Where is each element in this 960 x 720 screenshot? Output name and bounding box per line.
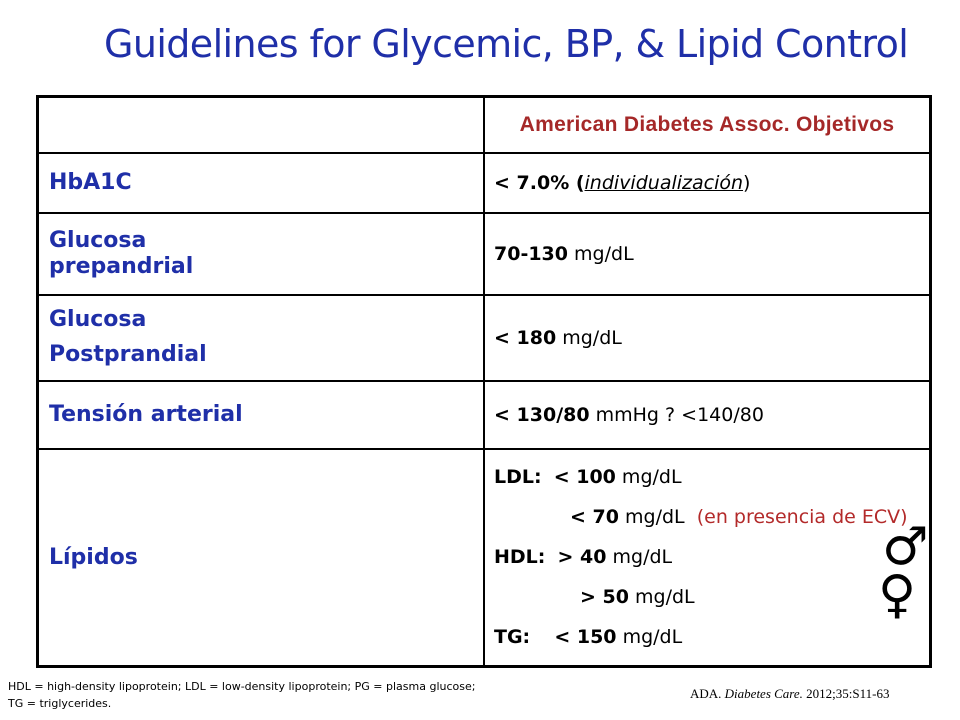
value-bold: < 180	[494, 326, 557, 349]
footnote: HDL = high-density lipoprotein; LDL = low-density lipoprotein; PG = plasma glucose; TG = triglycerides.	[8, 680, 476, 710]
value-rest: mmHg ? <140/80	[589, 403, 764, 426]
hdl-unit-2: mg/dL	[628, 586, 695, 609]
value-unit: mg/dL	[556, 326, 622, 349]
label-line: Glucosa	[49, 228, 147, 254]
value-unit: mg/dL	[568, 242, 634, 265]
table-row	[38, 295, 931, 381]
tg-label: TG:	[494, 626, 531, 649]
label-line: prepandrial	[49, 253, 194, 279]
table-row	[38, 381, 931, 449]
row-value-tension-arterial	[484, 381, 931, 449]
hba1c-note: individualización	[584, 171, 744, 194]
row-value-glucosa-prepandrial	[484, 213, 931, 295]
ldl-unit-1: mg/dL	[615, 466, 682, 489]
table-header: American Diabetes Assoc. Objetivos	[484, 97, 931, 153]
ldl-target-2: < 70	[570, 506, 619, 529]
row-label-lipidos: Lípidos	[38, 449, 485, 667]
tg-unit: mg/dL	[616, 626, 683, 649]
label-line: Glucosa	[49, 307, 147, 333]
row-label-glucosa-prepandrial	[38, 213, 485, 295]
row-label-tension-arterial: Tensión arterial	[38, 381, 485, 449]
hdl-target-1: > 40	[557, 546, 607, 569]
lipid-line-hdl-female	[494, 577, 929, 617]
row-label-glucosa-postprandial	[38, 295, 485, 381]
value-bold: < 130/80	[494, 403, 590, 426]
ldl-ecv-note: (en presencia de ECV)	[696, 506, 908, 529]
hdl-target-2: > 50	[580, 586, 629, 609]
citation-details: 2012;35:S11-63	[806, 686, 890, 701]
table-row	[38, 449, 931, 667]
row-value-glucosa-postprandial	[484, 295, 931, 381]
guidelines-table	[36, 95, 932, 668]
slide-title: Guidelines for Glycemic, BP, & Lipid Control	[104, 22, 909, 66]
lipid-line-hdl	[494, 537, 929, 577]
citation	[690, 686, 889, 702]
hba1c-target: < 7.0% (	[494, 171, 585, 194]
row-value-hba1c	[484, 153, 931, 213]
ldl-label: LDL:	[494, 466, 542, 489]
header-empty-cell	[38, 97, 485, 153]
hdl-label: HDL:	[494, 546, 546, 569]
table-row	[38, 213, 931, 295]
row-value-lipidos	[484, 449, 931, 667]
lipid-targets	[494, 457, 929, 657]
female-symbol-icon: ♀	[878, 565, 917, 626]
ldl-target-1: < 100	[553, 466, 616, 489]
table-row	[38, 153, 931, 213]
label-line: Postprandial	[49, 341, 207, 367]
citation-journal: Diabetes Care.	[724, 686, 803, 701]
tg-target: < 150	[554, 626, 617, 649]
lipid-line-tg	[494, 617, 929, 657]
hba1c-close: )	[743, 171, 751, 194]
hdl-unit-1: mg/dL	[606, 546, 673, 569]
table-header-row	[38, 97, 931, 153]
value-bold: 70-130	[494, 242, 568, 265]
ldl-unit-2: mg/dL	[618, 506, 685, 529]
row-label-hba1c: HbA1C	[38, 153, 485, 213]
lipid-line-ldl-ecv	[494, 497, 929, 537]
male-symbol-icon: ♂	[882, 517, 929, 578]
lipid-line-ldl	[494, 457, 929, 497]
citation-author: ADA.	[690, 686, 722, 701]
